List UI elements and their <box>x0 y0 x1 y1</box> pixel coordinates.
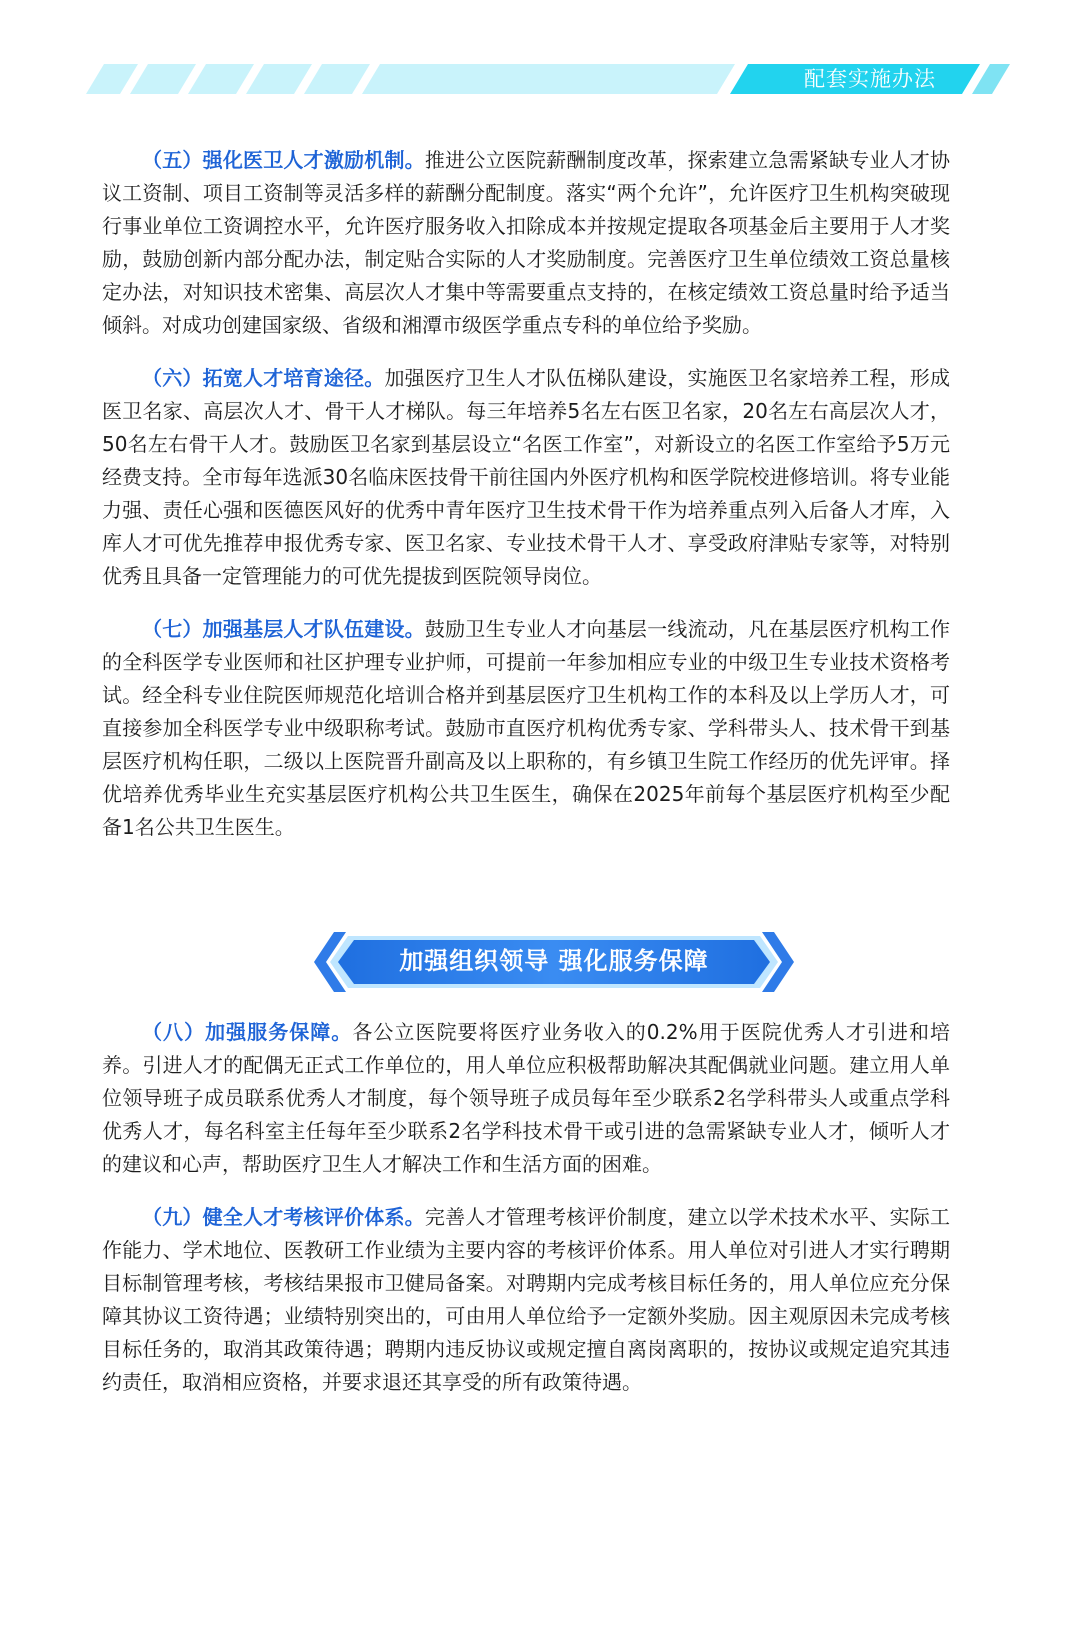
body-six: 加强医疗卫生人才队伍梯队建设，实施医卫名家培养工程，形成医卫名家、高层次人才、骨干人才梯队。每三年培养5名左右医卫名家，20名左右高层次人才，50名左右骨干人才。鼓励医卫名家到基层设立“名医工作室”，对新设立的名医工作室给予5万元经费支持。全市每年选派30名临床医技骨干前往国内外医疗机构和医学院校进修培训。将专业能力强、责任心强和医德医风好的优秀中青年医疗卫生技术骨干作为培养重点列入后备人才库，入库人才可优先推荐申报优秀专家、医卫名家、专业技术骨干人才、享受政府津贴专家等，对特别优秀且具备一定管理能力的可优先提拔到医院领导岗位。 <box>102 366 951 588</box>
heading-nine: （九）健全人才考核评价体系。 <box>142 1205 425 1229</box>
paragraph-six <box>102 362 950 593</box>
paragraph-eight <box>102 1016 950 1181</box>
heading-five: （五）强化医卫人才激励机制。 <box>142 148 425 172</box>
body-nine: 完善人才管理考核评价制度，建立以学术技术水平、实际工作能力、学术地位、医教研工作业绩为主要内容的考核评价体系。用人单位对引进人才实行聘期目标制管理考核，考核结果报市卫健局备案。对聘期内完成考核目标任务的，用人单位应充分保障其协议工资待遇；业绩特别突出的，可由用人单位给予一定额外奖励。因主观原因未完成考核目标任务的，取消其政策待遇；聘期内违反协议或规定擅自离岗离职的，按协议或规定追究其违约责任，取消相应资格，并要求退还其享受的所有政策待遇。 <box>102 1205 951 1394</box>
upper-content <box>102 144 950 844</box>
paragraph-seven <box>102 613 950 844</box>
body-seven: 鼓励卫生专业人才向基层一线流动，凡在基层医疗机构工作的全科医学专业医师和社区护理专业护师，可提前一年参加相应专业的中级卫生专业技术资格考试。经全科专业住院医师规范化培训合格并到基层医疗卫生机构工作的本科及以上学历人才，可直接参加全科医学专业中级职称考试。鼓励市直医疗机构优秀专家、学科带头人、技术骨干到基层医疗机构任职，二级以上医院晋升副高及以上职称的，有乡镇卫生院工作经历的优先评审。择优培养优秀毕业生充实基层医疗机构公共卫生医生，确保在2025年前每个基层医疗机构至少配备1名公共卫生医生。 <box>102 617 951 839</box>
heading-seven: （七）加强基层人才队伍建设。 <box>142 617 425 641</box>
section-label: 配套实施办法 <box>804 67 936 91</box>
banner-title: 加强组织领导 强化服务保障 <box>399 947 709 975</box>
body-eight: 各公立医院要将医疗业务收入的0.2%用于医院优秀人才引进和培养。引进人才的配偶无正式工作单位的，用人单位应积极帮助解决其配偶就业问题。建立用人单位领导班子成员联系优秀人才制度，每个领导班子成员每年至少联系2名学科带头人或重点学科优秀人才，每名科室主任每年至少联系2名学科技术骨干或引进的急需紧缺专业人才，倾听人才的建议和心声，帮助医疗卫生人才解决工作和生活方面的困难。 <box>102 1020 951 1176</box>
paragraph-five <box>102 144 950 342</box>
section-banner <box>314 928 794 996</box>
paragraph-nine <box>102 1201 950 1399</box>
heading-six: （六）拓宽人才培育途径。 <box>142 366 385 390</box>
lower-content <box>102 1016 950 1399</box>
heading-eight: （八）加强服务保障。 <box>142 1020 353 1044</box>
body-five: 推进公立医院薪酬制度改革，探索建立急需紧缺专业人才协议工资制、项目工资制等灵活多样的薪酬分配制度。落实“两个允许”，允许医疗卫生机构突破现行事业单位工资调控水平，允许医疗服务收入扣除成本并按规定提取各项基金后主要用于人才奖励，鼓励创新内部分配办法，制定贴合实际的人才奖励制度。完善医疗卫生单位绩效工资总量核定办法，对知识技术密集、高层次人才集中等需要重点支持的，在核定绩效工资总量时给予适当倾斜。对成功创建国家级、省级和湘潭市级医学重点专科的单位给予奖励。 <box>102 148 951 337</box>
header-stripe-band <box>0 0 1080 110</box>
